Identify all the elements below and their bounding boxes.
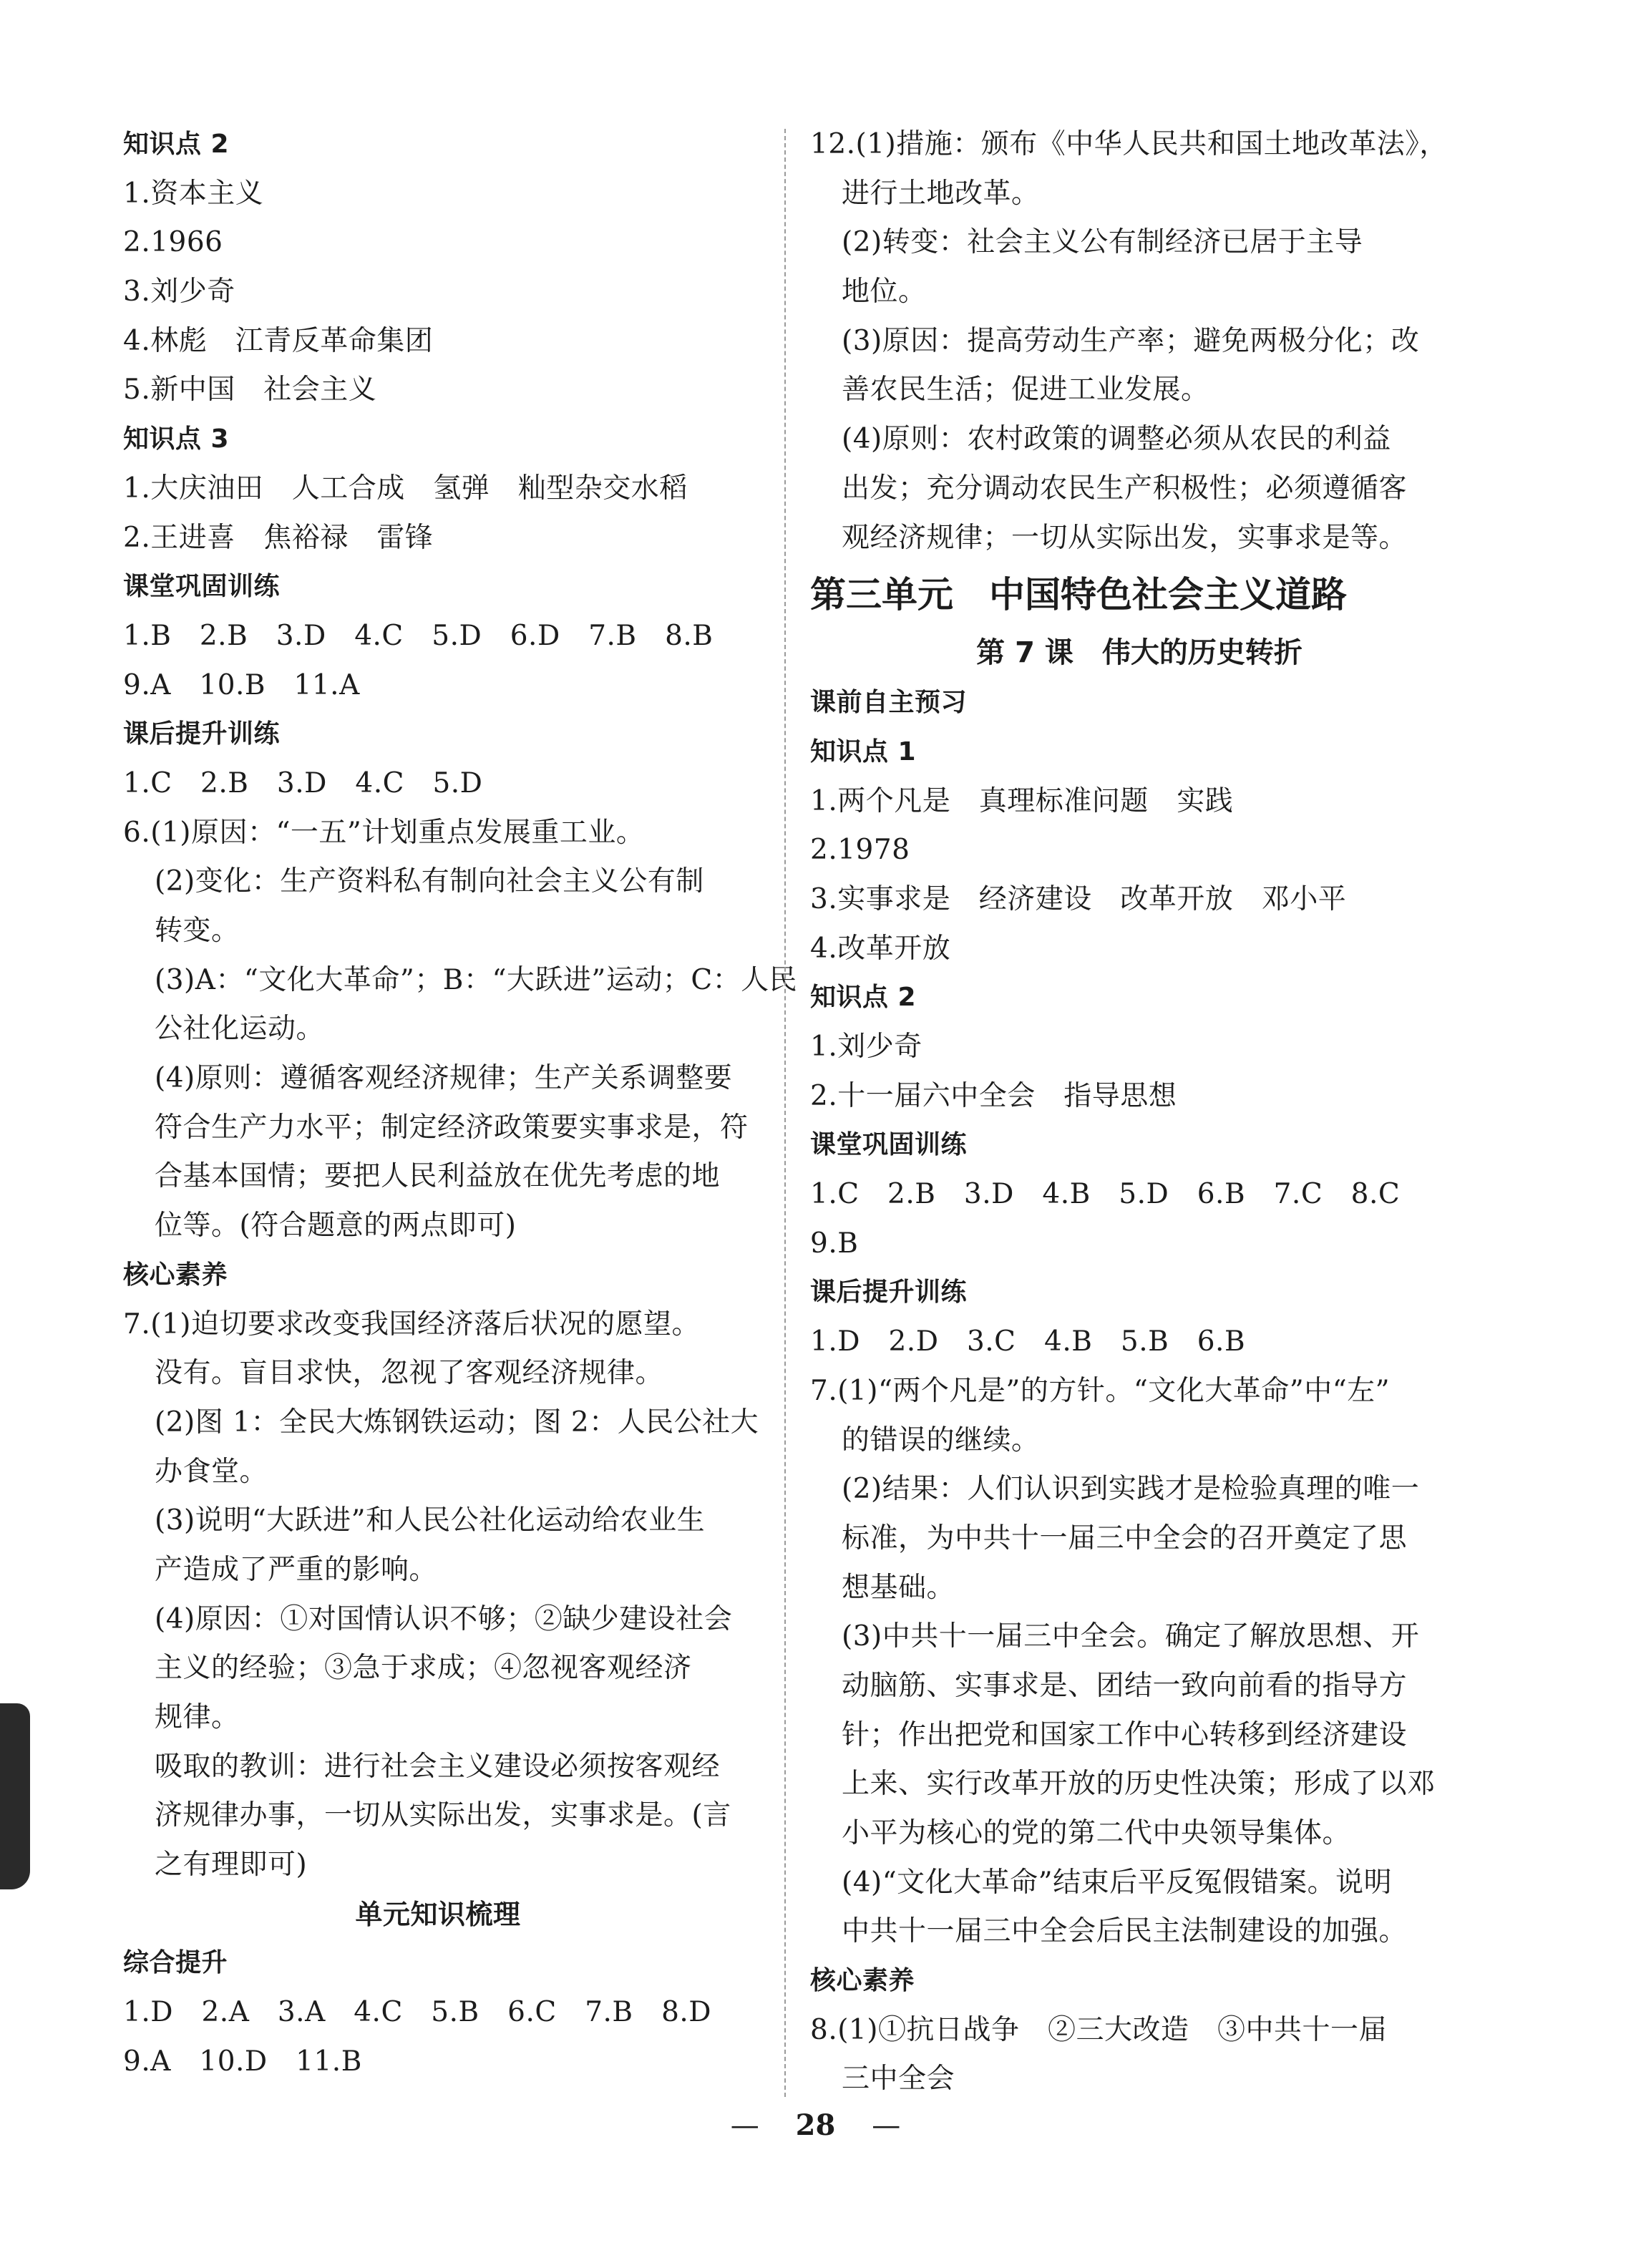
answer-line: 1.D 2.D 3.C 4.B 5.B 6.B — [810, 1325, 1246, 1358]
answer-line: 6.(1)原因：“一五”计划重点发展重工业。 — [123, 816, 645, 849]
answer-line: 符合生产力水平；制定经济政策要实事求是，符 — [155, 1111, 749, 1144]
section-heading: 课堂巩固训练 — [123, 572, 281, 602]
answer-line: (2)结果：人们认识到实践才是检验真理的唯一 — [842, 1473, 1420, 1506]
answer-line: 2.王进喜 焦裕禄 雷锋 — [123, 521, 434, 554]
page-number: 28 — [795, 2108, 836, 2142]
answer-line: 想基础。 — [842, 1571, 955, 1604]
section-heading: 知识点 3 — [123, 424, 230, 454]
answer-line: 合基本国情；要把人民利益放在优先考虑的地 — [155, 1160, 721, 1193]
answer-line: 1.C 2.B 3.D 4.B 5.D 6.B 7.C 8.C — [810, 1178, 1401, 1211]
answer-line: 动脑筋、实事求是、团结一致向前看的指导方 — [842, 1669, 1408, 1702]
answer-line: (2)图 1：全民大炼钢铁运动；图 2：人民公社大 — [155, 1406, 759, 1439]
answer-line: 5.新中国 社会主义 — [123, 374, 377, 407]
section-heading: 核心素养 — [123, 1260, 228, 1290]
answer-line: 1.资本主义 — [123, 177, 264, 210]
column-divider — [784, 129, 786, 2097]
section-heading: 课后提升训练 — [810, 1277, 968, 1308]
answer-line: 没有。盲目求快，忽视了客观经济规律。 — [155, 1357, 664, 1390]
unit-title: 第三单元 中国特色社会主义道路 — [810, 574, 1347, 616]
answer-line: 规律。 — [155, 1701, 240, 1733]
answer-line: 1.D 2.A 3.A 4.C 5.B 6.C 7.B 8.D — [123, 1996, 712, 2029]
answer-line: 济规律办事，一切从实际出发，实事求是。(言 — [155, 1799, 731, 1832]
answer-line: 7.(1)“两个凡是”的方针。“文化大革命”中“左” — [810, 1374, 1391, 1407]
answer-line: 1.大庆油田 人工合成 氢弹 籼型杂交水稻 — [123, 472, 688, 505]
right-column — [810, 120, 1469, 2104]
answer-line: 之有理即可) — [155, 1849, 308, 1882]
answer-line: 标准，为中共十一届三中全会的召开奠定了思 — [842, 1522, 1408, 1554]
answer-line: 9.A 10.D 11.B — [123, 2045, 362, 2078]
answer-line: 善农民生活；促进工业发展。 — [842, 374, 1209, 407]
lesson-title: 第 7 课 伟大的历史转折 — [976, 636, 1303, 670]
answer-line: 1.刘少奇 — [810, 1031, 922, 1063]
answer-line: (4)“文化大革命”结束后平反冤假错案。说明 — [842, 1866, 1393, 1899]
answer-line: 4.林彪 江青反革命集团 — [123, 324, 434, 357]
left-column — [123, 120, 798, 2087]
page-footer — [0, 2104, 1631, 2147]
answer-line: 主义的经验；③急于求成；④忽视客观经济 — [155, 1652, 692, 1685]
answer-line: (4)原则：遵循客观经济规律；生产关系调整要 — [155, 1062, 733, 1095]
answer-line: 1.C 2.B 3.D 4.C 5.D — [123, 766, 483, 799]
answer-line: 3.刘少奇 — [123, 276, 235, 308]
section-heading: 综合提升 — [123, 1948, 228, 1978]
answer-line: 12.(1)措施：颁布《中华人民共和国土地改革法》， — [810, 128, 1448, 160]
answer-line: 三中全会 — [842, 2063, 955, 2096]
answer-line: 8.(1)①抗日战争 ②三大改造 ③中共十一届 — [810, 2013, 1387, 2046]
answer-line: 3.实事求是 经济建设 改革开放 邓小平 — [810, 882, 1347, 915]
section-heading: 知识点 2 — [810, 983, 917, 1013]
answer-line: 吸取的教训：进行社会主义建设必须按客观经 — [155, 1750, 721, 1783]
binding-shadow-mark — [0, 1703, 30, 1889]
answer-line: 产造成了严重的影响。 — [155, 1553, 438, 1586]
section-heading: 课堂巩固训练 — [810, 1130, 968, 1160]
answer-line: 出发；充分调动农民生产积极性；必须遵循客 — [842, 472, 1408, 505]
section-heading: 知识点 2 — [123, 130, 230, 159]
answer-line: 2.1978 — [810, 834, 910, 867]
footer-dash-right: — — [872, 2109, 901, 2142]
section-heading: 知识点 1 — [810, 736, 917, 766]
section-heading: 课前自主预习 — [810, 688, 968, 718]
section-heading: 核心素养 — [810, 1966, 915, 1996]
answer-line: (4)原则：农村政策的调整必须从农民的利益 — [842, 423, 1391, 456]
answer-line: 上来、实行改革开放的历史性决策；形成了以邓 — [842, 1768, 1436, 1801]
answer-line: 9.B — [810, 1227, 859, 1260]
answer-line: 的错误的继续。 — [842, 1423, 1040, 1456]
answer-line: 进行土地改革。 — [842, 177, 1040, 210]
answer-line: (3)原因：提高劳动生产率；避免两极分化；改 — [842, 324, 1420, 357]
answer-line: 7.(1)迫切要求改变我国经济落后状况的愿望。 — [123, 1308, 700, 1340]
answer-line: (4)原因：①对国情认识不够；②缺少建设社会 — [155, 1602, 733, 1635]
answer-line: 公社化运动。 — [155, 1013, 325, 1046]
answer-line: 观经济规律；一切从实际出发，实事求是等。 — [842, 521, 1408, 554]
centered-heading: 单元知识梳理 — [355, 1898, 521, 1930]
answer-line: 2.十一届六中全会 指导思想 — [810, 1079, 1177, 1112]
answer-line: 1.两个凡是 真理标准问题 实践 — [810, 784, 1234, 817]
footer-dash-left: — — [730, 2109, 759, 2142]
answer-line: (3)中共十一届三中全会。确定了解放思想、开 — [842, 1620, 1420, 1653]
answer-line: (3)A：“文化大革命”；B：“大跃进”运动；C：人民 — [155, 963, 798, 996]
answer-line: (2)变化：生产资料私有制向社会主义公有制 — [155, 865, 704, 898]
answer-line: (3)说明“大跃进”和人民公社化运动给农业生 — [155, 1504, 706, 1537]
answer-line: (2)转变：社会主义公有制经济已居于主导 — [842, 226, 1363, 259]
answer-line: 转变。 — [155, 915, 240, 947]
answer-line: 2.1966 — [123, 226, 223, 259]
answer-line: 位等。(符合题意的两点即可) — [155, 1210, 517, 1242]
section-heading: 课后提升训练 — [123, 719, 281, 749]
answer-line: 9.A 10.B 11.A — [123, 668, 360, 701]
answer-line: 中共十一届三中全会后民主法制建设的加强。 — [842, 1915, 1408, 1948]
answer-line: 地位。 — [842, 276, 927, 308]
answer-line: 1.B 2.B 3.D 4.C 5.D 6.D 7.B 8.B — [123, 619, 714, 652]
answer-line: 小平为核心的党的第二代中央领导集体。 — [842, 1817, 1351, 1849]
answer-line: 办食堂。 — [155, 1455, 268, 1488]
answer-line: 4.改革开放 — [810, 932, 951, 965]
answer-line: 针；作出把党和国家工作中心转移到经济建设 — [842, 1718, 1408, 1751]
